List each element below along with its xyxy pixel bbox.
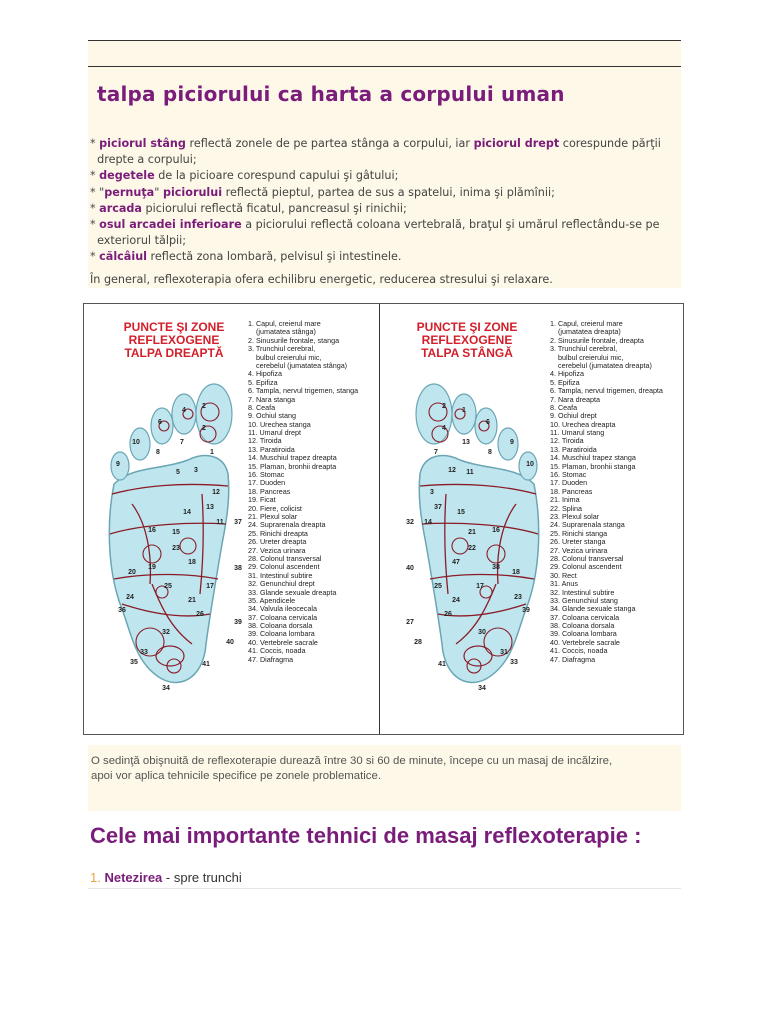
legend-entry: 27. Vezica urinara xyxy=(248,545,306,555)
zone-label: 13 xyxy=(462,439,470,446)
toe-shape xyxy=(172,394,196,434)
zone-label: 27 xyxy=(406,619,414,626)
bullet-text: reflectă zona lombară, pelvisul şi intestinele. xyxy=(147,250,402,264)
legend-entry: 40. Vertebrele sacrale xyxy=(248,637,318,647)
legend-entry: 18. Pancreas xyxy=(248,486,291,496)
legend-entry: cerebelul (jumatatea dreapta) xyxy=(550,360,652,370)
zone-label: 1 xyxy=(210,449,214,456)
zone-label: 13 xyxy=(206,504,214,511)
zone-label: 15 xyxy=(172,529,180,536)
legend-entry: 28. Colonul transversal xyxy=(550,553,624,563)
legend-entry: 20. Fiere, colicist xyxy=(248,503,302,513)
bullet-line xyxy=(90,152,675,168)
toe-shape xyxy=(151,408,173,444)
left-foot-legend xyxy=(550,320,663,664)
technique-item xyxy=(90,870,242,885)
left-foot-title-line: PUNCTE ŞI ZONE xyxy=(416,320,518,334)
toe-shape xyxy=(475,408,497,444)
left-foot-diagram xyxy=(406,374,556,698)
legend-entry: 3. Trunchiul cerebral, xyxy=(550,344,618,354)
legend-entry: 6. Tampla, nervul trigemen, stanga xyxy=(248,386,359,396)
legend-entry: 31. Anus xyxy=(550,579,578,589)
legend-entry: 26. Ureter stanga xyxy=(550,537,606,547)
foot-shape-group xyxy=(416,384,539,682)
legend-entry: 33. Glande sexuale dreapta xyxy=(248,587,337,597)
legend-entry: 30. Rect xyxy=(550,570,577,580)
zone-label: 26 xyxy=(444,611,452,618)
bullet-line xyxy=(90,136,675,152)
right-foot-title xyxy=(109,321,239,360)
legend-entry: 4. Hipofiza xyxy=(550,369,584,379)
highlighted-term: osul arcadei inferioare xyxy=(99,218,242,232)
title-rule xyxy=(88,66,681,67)
legend-entry: 34. Valvula ileocecala xyxy=(248,604,317,614)
zone-label: 33 xyxy=(140,649,148,656)
legend-entry: 22. Splina xyxy=(550,503,582,513)
zone-label: 5 xyxy=(176,469,180,476)
legend-entry: 11. Umarul stang xyxy=(550,428,605,438)
zone-label: 41 xyxy=(438,661,446,668)
zone-label: 30 xyxy=(478,629,486,636)
zone-label: 47 xyxy=(452,559,460,566)
zone-label: 6 xyxy=(158,419,162,426)
legend-entry: 26. Ureter dreapta xyxy=(248,537,307,547)
bottom-rule xyxy=(88,888,681,889)
zone-label: 1 xyxy=(462,407,466,414)
highlighted-term: piciorul drept xyxy=(473,137,560,150)
zone-label: 34 xyxy=(162,685,170,692)
zone-label: 21 xyxy=(188,597,196,604)
legend-entry: 2. Sinusurile frontale, stanga xyxy=(248,335,340,345)
zone-label: 2 xyxy=(202,425,206,432)
zone-label: 19 xyxy=(148,564,156,571)
foot-shape-group xyxy=(109,384,232,682)
zone-label: 4 xyxy=(442,425,446,432)
zone-label: 37 xyxy=(234,519,242,526)
legend-entry: 16. Stomac xyxy=(550,470,587,480)
zone-label: 21 xyxy=(468,529,476,536)
zone-label: 7 xyxy=(434,449,438,456)
legend-entry: 16. Stomac xyxy=(248,470,285,480)
right-foot-title-line: TALPA DREAPTĂ xyxy=(124,346,224,360)
legend-entry: 37. Coloana cervicala xyxy=(248,612,318,622)
legend-entry: (jumatatea stânga) xyxy=(248,327,316,337)
highlighted-term: pernuţa xyxy=(104,185,155,199)
toe-shape xyxy=(498,428,518,460)
legend-entry: 14. Muschiul trapez dreapta xyxy=(248,453,337,463)
zone-label: 15 xyxy=(457,509,465,516)
general-paragraph: În general, reflexoterapia ofera echilibru energetic, reducerea stresului şi relaxare. xyxy=(90,273,553,286)
legend-entry: 24. Suprarenala stanga xyxy=(550,520,625,530)
zone-label: 22 xyxy=(468,545,476,552)
zone-label: 2 xyxy=(202,403,206,410)
zone-label: 8 xyxy=(488,449,492,456)
zone-label: 12 xyxy=(448,467,456,474)
bullet-text: * xyxy=(90,250,100,264)
article-title: talpa piciorului ca harta a corpului uman xyxy=(97,82,565,106)
bullet-text: a piciorului reflectă coloana vertebrală, braţul şi umărul reflectându-se pe xyxy=(241,218,660,232)
zone-label: 41 xyxy=(202,661,210,668)
legend-entry: 39. Coloana lombara xyxy=(248,629,315,639)
bullet-line xyxy=(90,249,675,265)
zone-label: 20 xyxy=(128,569,136,576)
zone-label: 32 xyxy=(406,519,414,526)
legend-entry: 31. Intestinul subtire xyxy=(248,570,313,580)
left-foot-title-line: TALPA STÂNGĂ xyxy=(421,346,513,360)
right-foot-svg xyxy=(92,374,242,694)
zone-label: 38 xyxy=(492,564,500,571)
zone-label: 4 xyxy=(182,407,186,414)
legend-entry: 25. Rinichi stanga xyxy=(550,528,608,538)
highlighted-term: călcâiul xyxy=(99,250,147,264)
technique-number: 1. xyxy=(90,870,101,885)
bullet-line xyxy=(90,233,675,249)
zone-label: 39 xyxy=(234,619,242,626)
left-foot-title-line: REFLEXOGENE xyxy=(421,333,513,347)
legend-entry: 3. Trunchiul cerebral, xyxy=(248,344,316,354)
legend-entry: bulbul creierului mic, xyxy=(550,352,624,362)
legend-entry: 38. Coloana dorsala xyxy=(550,621,615,631)
bullet-text: * xyxy=(90,169,100,183)
legend-entry: 32. Intestinul subtire xyxy=(550,587,615,597)
zone-label: 33 xyxy=(510,659,518,666)
legend-entry: 35. Apendicele xyxy=(248,595,296,605)
zone-label: 7 xyxy=(180,439,184,446)
bullet-text: * " xyxy=(90,185,105,199)
zone-label: 24 xyxy=(126,594,134,601)
legend-entry: (jumatatea dreapta) xyxy=(550,327,621,337)
figure-divider xyxy=(379,304,380,734)
zone-label: 35 xyxy=(130,659,138,666)
legend-entry: 8. Ceafa xyxy=(550,402,578,412)
legend-entry: 37. Coloana cervicala xyxy=(550,612,620,622)
legend-entry: 41. Coccis, noada xyxy=(550,646,608,656)
bullet-line xyxy=(90,168,675,184)
zone-label: 37 xyxy=(434,504,442,511)
bullet-text: * xyxy=(90,137,100,150)
bullet-line xyxy=(90,185,675,201)
legend-entry: cerebelul (jumatatea stânga) xyxy=(248,360,348,370)
right-foot-title-line: PUNCTE ŞI ZONE xyxy=(123,320,225,334)
legend-entry: 40. Vertebrele sacrale xyxy=(550,637,620,647)
legend-entry: 5. Epifiza xyxy=(550,377,580,387)
zone-label: 10 xyxy=(526,461,534,468)
legend-entry: 38. Coloana dorsala xyxy=(248,621,313,631)
zone-label: 16 xyxy=(492,527,500,534)
highlighted-term: piciorului xyxy=(162,185,223,199)
legend-entry: 8. Ceafa xyxy=(248,402,276,412)
legend-entry: 24. Suprarenala dreapta xyxy=(248,520,326,530)
bullet-text: exteriorul tălpii; xyxy=(90,234,187,248)
zone-label: 9 xyxy=(510,439,514,446)
left-foot-title xyxy=(402,321,532,360)
legend-entry: 17. Duoden xyxy=(550,478,588,488)
legend-entry: 9. Ochiul drept xyxy=(550,411,597,421)
legend-entry: 10. Urechea stanga xyxy=(248,419,311,429)
legend-entry: 1. Capul, creierul mare xyxy=(248,319,321,328)
legend-entry: 29. Colonul ascendent xyxy=(550,562,622,572)
legend-entry: 23. Plexul solar xyxy=(550,511,600,521)
legend-entry: 17. Duoden xyxy=(248,478,286,488)
toe-shape xyxy=(452,394,476,434)
zone-label: 28 xyxy=(414,639,422,646)
session-line: O sedinţă obişnuită de reflexoterapie durează între 30 si 60 de minute, începe cu un masaj de incălzire, xyxy=(91,755,613,767)
bullet-text: reflectă zonele de pe partea stânga a corpului, iar xyxy=(185,137,474,150)
legend-entry: 18. Pancreas xyxy=(550,486,593,496)
zone-label: 3 xyxy=(194,467,198,474)
legend-entry: 9. Ochiul stang xyxy=(248,411,296,421)
legend-entry: 1. Capul, creierul mare xyxy=(550,319,623,328)
zone-label: 26 xyxy=(196,611,204,618)
bullet-text: drepte a corpului; xyxy=(90,153,197,167)
legend-entry: 41. Coccis, noada xyxy=(248,646,306,656)
legend-entry: bulbul creierului mic, xyxy=(248,352,322,362)
zone-label: 36 xyxy=(118,607,126,614)
legend-entry: 21. Inima xyxy=(550,495,580,505)
zone-label: 24 xyxy=(452,597,460,604)
reflexology-bullet-list xyxy=(90,136,675,266)
legend-entry: 25. Rinichi dreapta xyxy=(248,528,308,538)
highlighted-term: degetele xyxy=(99,169,155,183)
legend-entry: 6. Tampla, nervul trigemen, dreapta xyxy=(550,386,663,396)
zone-label: 25 xyxy=(434,583,442,590)
zone-label: 6 xyxy=(486,419,490,426)
legend-entry: 12. Tiroida xyxy=(550,436,584,446)
legend-entry: 39. Coloana lombara xyxy=(550,629,617,639)
legend-entry: 5. Epifiza xyxy=(248,377,278,387)
sole-outline xyxy=(419,456,538,683)
bullet-line xyxy=(90,217,675,233)
legend-entry: 28. Colonul transversal xyxy=(248,553,322,563)
legend-entry: 2. Sinusurile frontale, dreapta xyxy=(550,335,644,345)
legend-entry: 33. Genunchiul stang xyxy=(550,595,618,605)
technique-description: - spre trunchi xyxy=(162,870,242,885)
zone-label: 25 xyxy=(164,583,172,590)
zone-label: 40 xyxy=(406,565,414,572)
bullet-text: piciorului reflectă ficatul, pancreasul şi rinichii; xyxy=(141,201,407,215)
legend-entry: 7. Nara stanga xyxy=(248,394,296,404)
zone-label: 2 xyxy=(442,403,446,410)
zone-label: 38 xyxy=(234,565,242,572)
right-foot-diagram xyxy=(92,374,242,698)
zone-label: 17 xyxy=(476,583,484,590)
legend-entry: 47. Diafragma xyxy=(550,654,596,664)
session-paragraph xyxy=(91,754,612,784)
bullet-text: * xyxy=(90,218,100,232)
right-foot-title-line: REFLEXOGENE xyxy=(128,333,220,347)
legend-entry: 21. Plexul solar xyxy=(248,511,298,521)
reflexology-figure xyxy=(83,303,684,735)
legend-entry: 15. Plaman, bronhii stanga xyxy=(550,461,636,471)
legend-entry: 14. Muschiul trapez stanga xyxy=(550,453,636,463)
zone-label: 39 xyxy=(522,607,530,614)
zone-label: 18 xyxy=(188,559,196,566)
zone-label: 10 xyxy=(132,439,140,446)
technique-term: Netezirea xyxy=(104,870,163,885)
zone-label: 9 xyxy=(116,461,120,468)
legend-entry: 7. Nara dreapta xyxy=(550,394,600,404)
bullet-text: corespunde părţii xyxy=(559,137,661,150)
techniques-heading: Cele mai importante tehnici de masaj reflexoterapie : xyxy=(90,823,642,848)
legend-entry: 13. Paratiroida xyxy=(248,444,295,454)
legend-entry: 10. Urechea dreapta xyxy=(550,419,616,429)
zone-label: 14 xyxy=(424,519,432,526)
highlighted-term: piciorul stâng xyxy=(99,137,186,150)
zone-label: 40 xyxy=(226,639,234,646)
legend-entry: 29. Colonul ascendent xyxy=(248,562,320,572)
zone-label: 14 xyxy=(183,509,191,516)
top-rule xyxy=(88,40,681,41)
zone-label: 31 xyxy=(500,649,508,656)
zone-label: 17 xyxy=(206,583,214,590)
zone-label: 23 xyxy=(172,545,180,552)
legend-entry: 34. Glande sexuale stanga xyxy=(550,604,636,614)
legend-entry: 15. Plaman, bronhii dreapta xyxy=(248,461,337,471)
zone-label: 11 xyxy=(216,519,224,526)
zone-label: 18 xyxy=(512,569,520,576)
legend-entry: 11. Umarul drept xyxy=(248,428,301,438)
zone-label: 16 xyxy=(148,527,156,534)
legend-entry: 13. Paratiroida xyxy=(550,444,597,454)
legend-entry: 19. Ficat xyxy=(248,495,276,505)
legend-entry: 12. Tiroida xyxy=(248,436,282,446)
zone-label: 23 xyxy=(514,594,522,601)
legend-entry: 32. Genunchiul drept xyxy=(248,579,315,589)
bullet-text: " xyxy=(154,185,163,199)
session-line: apoi vor aplica tehnicile specifice pe zonele problematice. xyxy=(91,770,381,782)
zone-label: 11 xyxy=(466,469,474,476)
legend-entry: 4. Hipofiza xyxy=(248,369,282,379)
left-foot-svg xyxy=(406,374,556,694)
right-foot-legend xyxy=(248,320,358,664)
bullet-text: de la picioare corespund capului şi gâtului; xyxy=(154,169,399,183)
zone-label: 3 xyxy=(430,489,434,496)
highlighted-term: arcada xyxy=(99,201,142,215)
zone-label: 34 xyxy=(478,685,486,692)
legend-entry: 27. Vezica urinara xyxy=(550,545,608,555)
toe-shape xyxy=(111,452,129,480)
bullet-text: * xyxy=(90,201,100,215)
zone-label: 12 xyxy=(212,489,220,496)
legend-entry: 47. Diafragma xyxy=(248,654,294,664)
bullet-line xyxy=(90,201,675,217)
bullet-text: reflectă pieptul, partea de sus a spatelui, inima şi plămînii; xyxy=(222,185,555,199)
session-panel xyxy=(88,745,681,811)
zone-label: 32 xyxy=(162,629,170,636)
zone-label: 8 xyxy=(156,449,160,456)
